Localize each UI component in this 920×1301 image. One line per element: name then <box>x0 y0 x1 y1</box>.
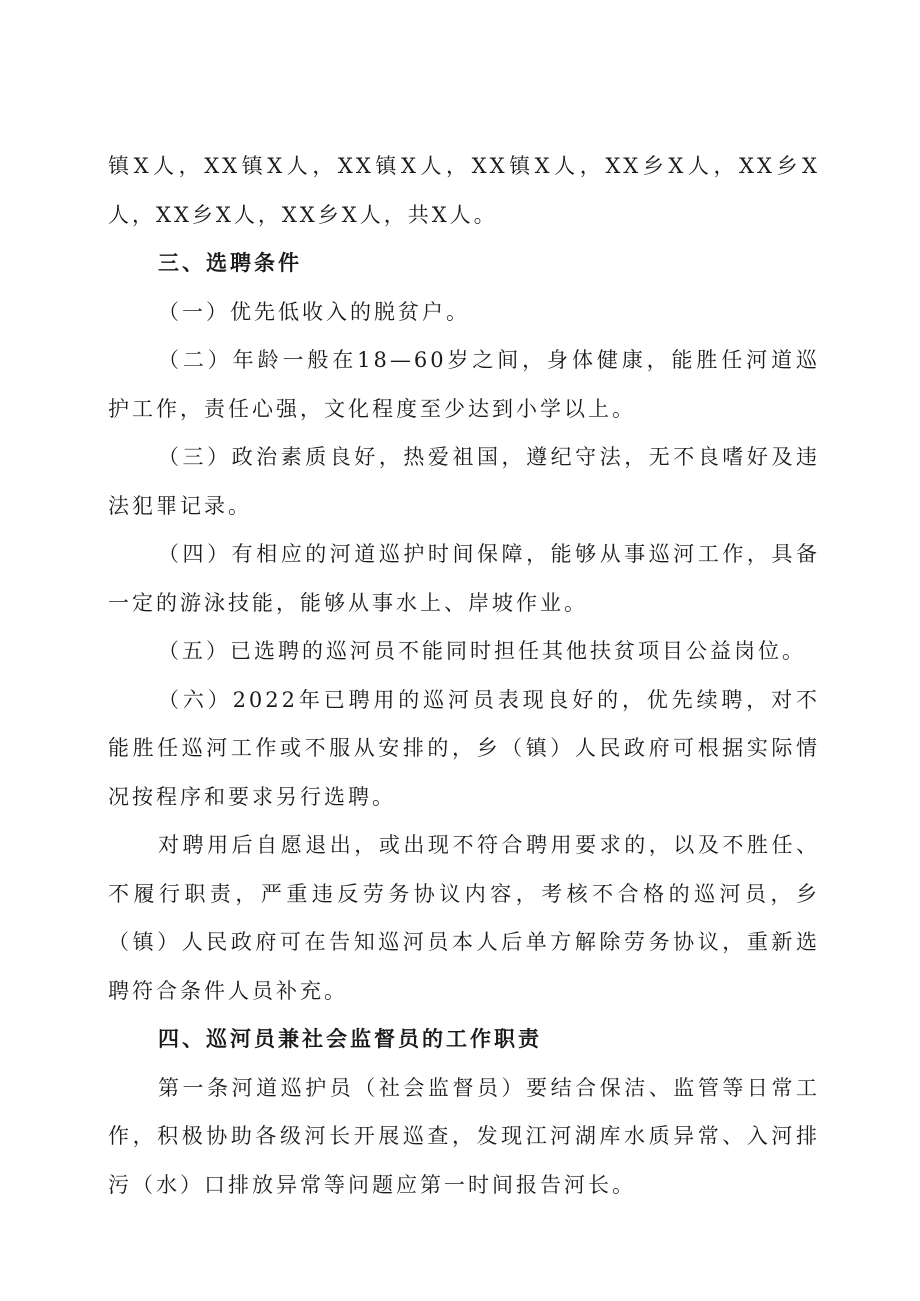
document-body <box>108 142 820 1209</box>
paragraph-continuation: 镇X人，XX镇X人，XX镇X人，XX镇X人，XX乡X人，XX乡X人，XX乡X人，XX乡X人，共X人。 <box>108 154 820 227</box>
condition-item-5: （五）已选聘的巡河员不能同时担任其他扶贫项目公益岗位。 <box>158 639 806 663</box>
dismissal-paragraph: 对聘用后自愿退出，或出现不符合聘用要求的，以及不胜任、不履行职责，严重违反劳务协议内容，考核不合格的巡河员，乡（镇）人民政府可在告知巡河员本人后单方解除劳务协议，重新选聘符合条件人员补充。 <box>108 833 820 1003</box>
duty-article-1: 第一条河道巡护员（社会监督员）要结合保洁、监管等日常工作，积极协助各级河长开展巡查，发现江河湖库水质异常、入河排污（水）口排放异常等问题应第一时间报告河长。 <box>108 1075 820 1197</box>
condition-item-3: （三）政治素质良好，热爱祖国，遵纪守法，无不良嗜好及违法犯罪记录。 <box>108 445 820 518</box>
condition-item-6: （六）2022年已聘用的巡河员表现良好的，优先续聘，对不能胜任巡河工作或不服从安排的，乡（镇）人民政府可根据实际情况按程序和要求另行选聘。 <box>108 687 820 809</box>
condition-item-2: （二）年龄一般在18—60岁之间，身体健康，能胜任河道巡护工作，责任心强，文化程度至少达到小学以上。 <box>108 348 820 421</box>
section-heading-duties: 四、巡河员兼社会监督员的工作职责 <box>158 1026 542 1051</box>
condition-item-1: （一）优先低收入的脱贫户。 <box>158 299 470 324</box>
condition-item-4: （四）有相应的河道巡护时间保障，能够从事巡河工作，具备一定的游泳技能，能够从事水上、岸坡作业。 <box>108 542 820 615</box>
section-heading-selection-conditions: 三、选聘条件 <box>158 250 302 275</box>
